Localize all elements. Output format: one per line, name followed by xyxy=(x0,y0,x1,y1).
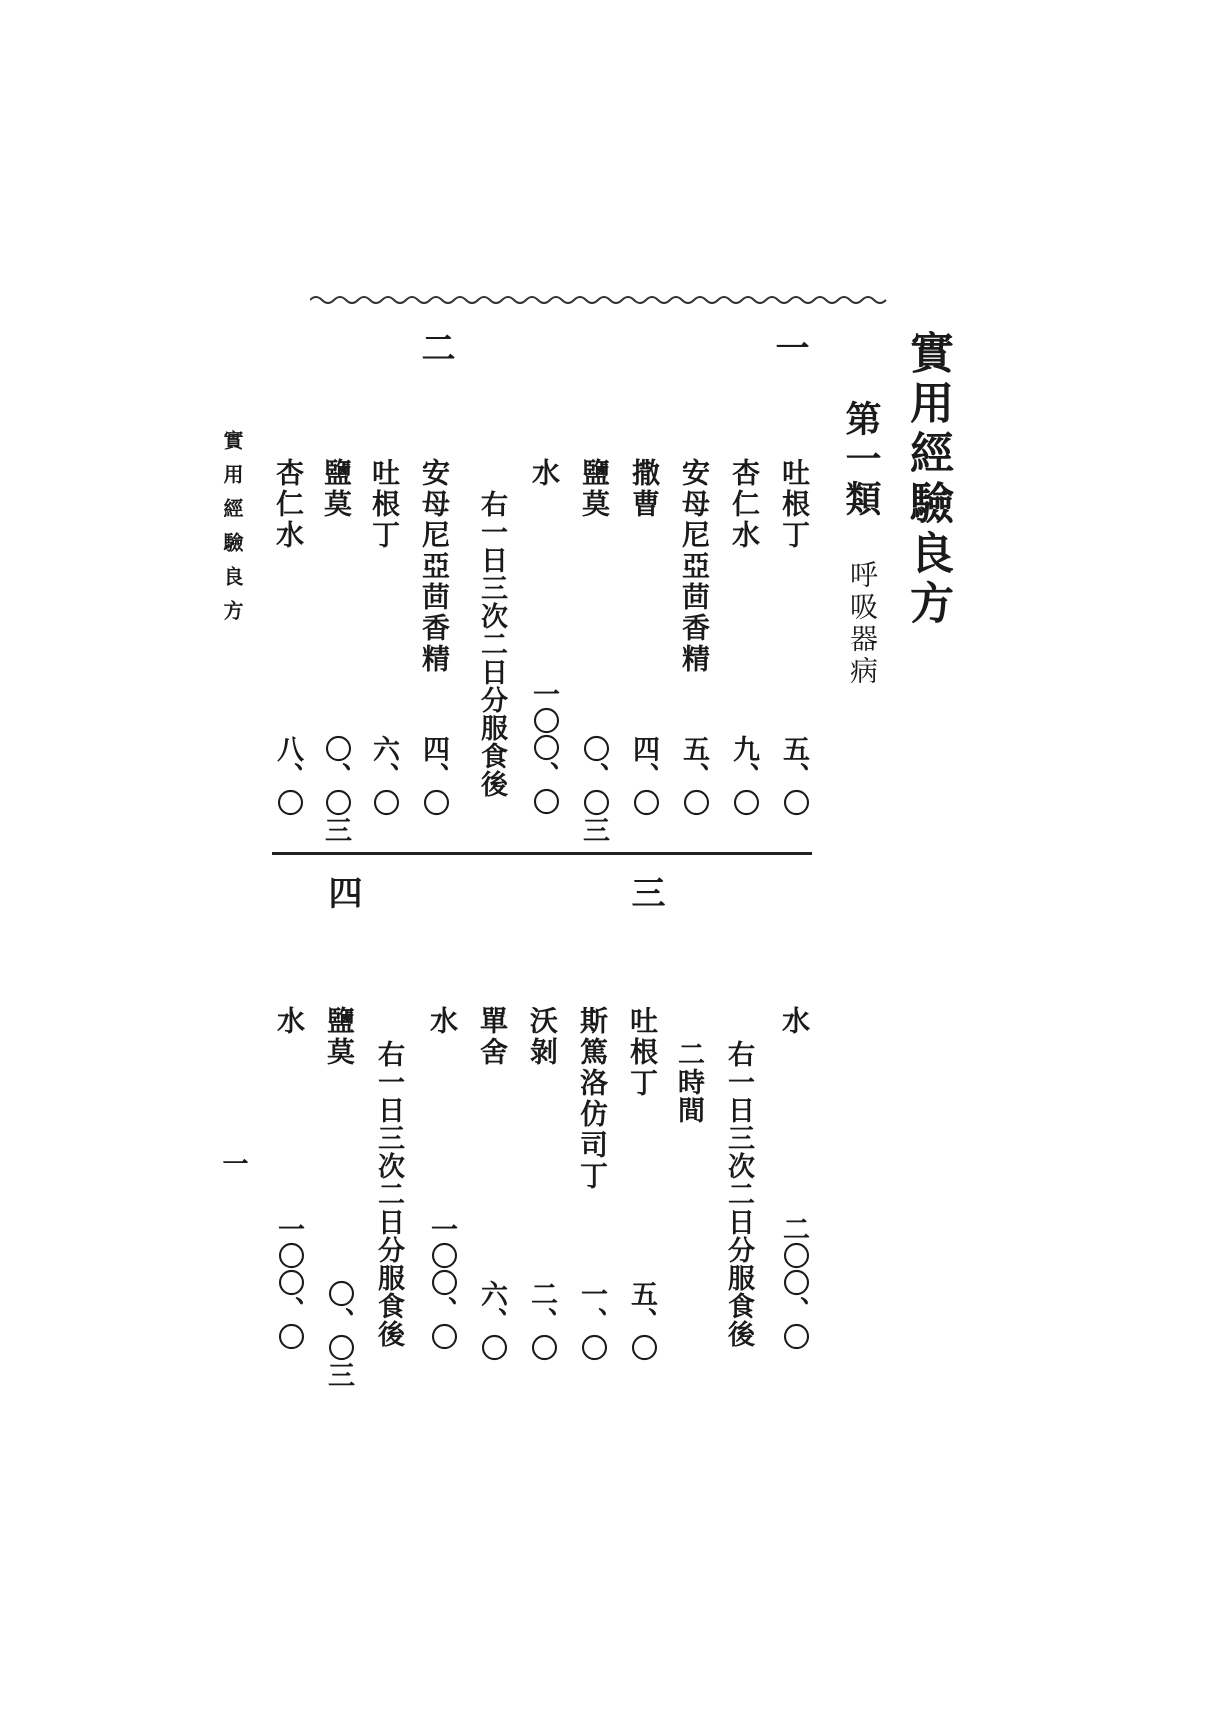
ingredient-name: 杏仁水 xyxy=(272,458,305,551)
ingredient-amount: 六、〇 xyxy=(368,735,399,816)
running-title: 實用經驗良方 xyxy=(220,430,244,634)
book-title: 實用經驗良方 xyxy=(902,330,953,630)
ingredient-name: 吐根丁 xyxy=(778,458,811,551)
ingredient-amount: 四、〇 xyxy=(628,735,659,816)
chapter-heading: 第一類 xyxy=(840,400,882,520)
section-divider xyxy=(272,852,812,855)
ingredient-amount: 二、〇 xyxy=(526,1280,557,1361)
dosage-instruction: 右一日三次二日分服食後 xyxy=(723,1040,754,1348)
prescription-number-3: 三 xyxy=(625,875,665,909)
ingredient-name: 吐根丁 xyxy=(626,1006,659,1099)
dosage-instruction: 右一日三次二日分服食後 xyxy=(373,1040,404,1348)
ingredient-name: 水 xyxy=(528,458,561,489)
ingredient-amount: 四、〇 xyxy=(418,735,449,816)
ingredient-amount: 一〇〇、〇 xyxy=(426,1215,457,1350)
top-wavy-rule xyxy=(310,294,888,306)
ingredient-name: 水 xyxy=(273,1006,306,1037)
ingredient-name: 鹽莫 xyxy=(323,1006,356,1068)
dosage-instruction: 右一日三次二日分服食後 xyxy=(476,490,507,798)
ingredient-amount: 一〇〇、〇 xyxy=(273,1215,304,1350)
ingredient-name: 安母尼亞茴香精 xyxy=(418,458,451,675)
ingredient-name: 吐根丁 xyxy=(368,458,401,551)
ingredient-amount: 二〇〇、〇 xyxy=(778,1215,809,1350)
ingredient-name: 鹽莫 xyxy=(320,458,353,520)
ingredient-name: 杏仁水 xyxy=(728,458,761,551)
ingredient-name: 單舍 xyxy=(476,1006,509,1068)
prescription-number-4: 四 xyxy=(322,875,362,909)
ingredient-amount: 〇、〇三 xyxy=(323,1280,354,1388)
ingredient-amount: 六、〇 xyxy=(476,1280,507,1361)
prescription-number-1: 一 xyxy=(769,330,809,364)
ingredient-amount: 一、〇 xyxy=(576,1280,607,1361)
ingredient-name: 撒曹 xyxy=(628,458,661,520)
ingredient-amount: 八、〇 xyxy=(272,735,303,816)
ingredient-name: 斯篤洛仿司丁 xyxy=(576,1006,609,1192)
page-number: 一 xyxy=(218,1150,248,1176)
ingredient-name: 水 xyxy=(778,1006,811,1037)
dosage-interval: 二時間 xyxy=(673,1040,704,1124)
ingredient-amount: 五、〇 xyxy=(626,1280,657,1361)
ingredient-amount: 〇、〇三 xyxy=(578,735,609,843)
chapter-subtitle: 呼吸器病 xyxy=(846,560,879,688)
ingredient-amount: 〇、〇三 xyxy=(320,735,351,843)
ingredient-amount: 一〇〇、〇 xyxy=(528,680,559,815)
ingredient-name: 沃剝 xyxy=(526,1006,559,1068)
ingredient-amount: 九、〇 xyxy=(728,735,759,816)
ingredient-name: 水 xyxy=(426,1006,459,1037)
ingredient-name: 安母尼亞茴香精 xyxy=(678,458,711,675)
ingredient-amount: 五、〇 xyxy=(778,735,809,816)
ingredient-name: 鹽莫 xyxy=(578,458,611,520)
prescription-number-2: 二 xyxy=(415,330,455,364)
ingredient-amount: 五、〇 xyxy=(678,735,709,816)
